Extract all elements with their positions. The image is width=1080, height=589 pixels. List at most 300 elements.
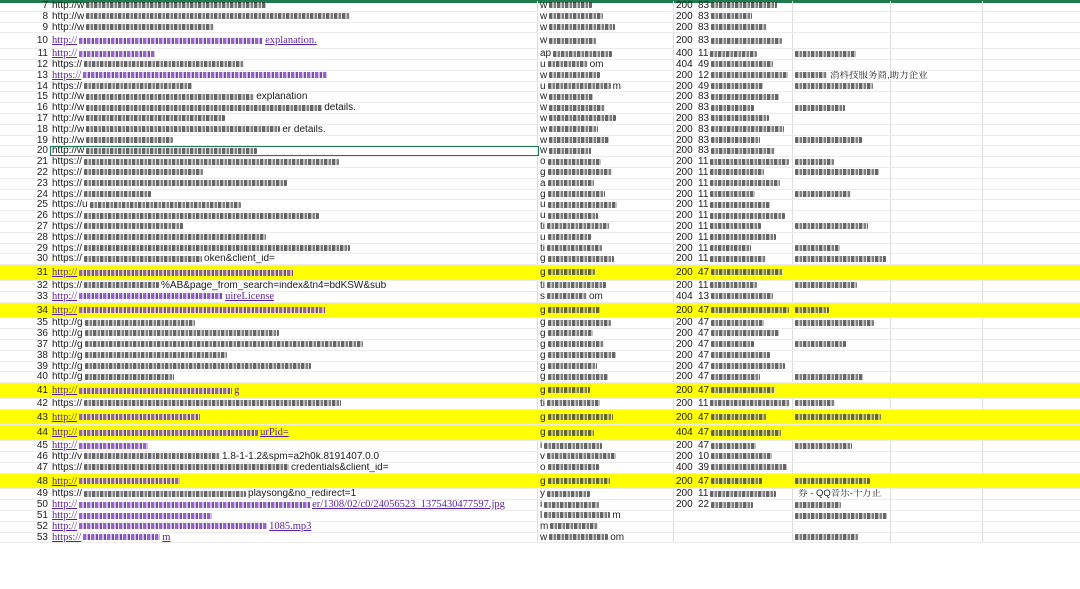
host-cell[interactable] [540,233,673,243]
host-text: o [540,462,546,473]
redacted-text [86,24,214,30]
host-cell[interactable] [540,211,673,221]
size-cell [698,463,790,473]
table-row[interactable] [0,463,1080,474]
url-cell[interactable] [52,351,535,361]
host-text: g [540,372,546,383]
host-cell[interactable] [540,254,673,264]
redacted-text [711,115,769,121]
host-text: g [540,361,546,372]
row-number: 33 [36,291,48,302]
size-cell [698,190,790,200]
redacted-text [711,502,753,508]
status-code: 200 [676,1,693,11]
status-code: 404 [676,59,693,70]
table-row[interactable] [0,441,1080,452]
url-cell[interactable] [52,71,535,81]
table-row[interactable] [0,474,1080,490]
url-cell[interactable] [52,303,535,318]
url-text: https:// [52,70,82,81]
url-cell[interactable] [52,318,535,328]
table-row[interactable] [0,23,1080,34]
table-row[interactable] [0,303,1080,319]
host-cell[interactable] [540,265,673,280]
url-text: http://w [52,1,85,11]
host-text-tail: m [612,511,621,521]
url-cell[interactable] [52,463,535,473]
url-cell[interactable] [52,211,535,221]
table-row[interactable] [0,71,1080,82]
host-text: w [540,11,548,22]
status-code: 200 [676,372,693,383]
url-cell[interactable] [52,441,535,451]
host-text: w [540,113,548,124]
redacted-text [795,443,852,449]
url-cell[interactable] [52,329,535,339]
url-cell[interactable] [52,425,535,440]
redacted-text [710,159,789,165]
host-cell[interactable] [540,49,673,59]
url-cell[interactable] [52,362,535,372]
url-cell[interactable] [52,146,535,156]
redacted-text [795,51,856,57]
spreadsheet-grid[interactable] [0,1,1080,543]
row-number: 13 [36,70,48,81]
url-cell[interactable] [52,265,535,280]
row-number: 34 [36,304,48,316]
host-text: i [540,441,543,452]
host-cell[interactable] [540,489,673,499]
host-cell[interactable] [540,399,673,409]
row-number: 50 [36,500,48,511]
host-text: u [540,59,546,70]
size-cell [698,303,790,318]
redacted-text [547,282,606,288]
url-text: https:// [52,532,82,543]
redacted-text [711,320,764,326]
info-cell [795,60,1080,70]
host-cell[interactable] [540,92,673,102]
host-cell[interactable] [540,452,673,462]
url-cell[interactable] [52,92,535,102]
url-cell[interactable] [52,23,535,33]
table-row[interactable] [0,49,1080,60]
host-cell[interactable] [540,292,673,302]
host-cell[interactable] [540,511,673,521]
redacted-text [710,282,757,288]
host-text: i [540,500,543,511]
host-cell[interactable] [540,351,673,361]
table-row[interactable] [0,452,1080,463]
url-cell[interactable] [52,103,535,113]
info-cell [795,200,1080,210]
host-cell[interactable] [540,474,673,489]
url-cell[interactable] [52,114,535,124]
host-text-tail: om [589,59,604,70]
redacted-text [795,282,857,288]
redacted-text [548,352,616,358]
size-text: 47 [698,267,710,279]
size-cell [698,329,790,339]
url-cell[interactable] [52,157,535,167]
url-text-tail: g [234,385,240,397]
row-number: 14 [36,81,48,92]
host-text: w [540,146,548,157]
size-text: 11 [698,232,709,243]
info-cell [795,463,1080,473]
table-row[interactable] [0,511,1080,522]
table-row[interactable] [0,92,1080,103]
redacted-text [795,191,851,197]
table-row[interactable] [0,1,1080,12]
status-code: 400 [676,49,693,59]
info-cell [795,265,1080,280]
redacted-text [79,523,267,529]
status-code: 200 [676,489,693,500]
redacted-text [547,245,602,251]
host-cell[interactable] [540,441,673,451]
url-text: https:// [52,211,83,221]
size-text: 47 [698,441,710,452]
table-row[interactable] [0,244,1080,255]
url-cell[interactable] [52,125,535,135]
table-row[interactable] [0,60,1080,71]
size-cell [698,211,790,221]
url-text: http://w [52,113,85,124]
url-cell[interactable] [52,533,535,543]
info-cell [795,399,1080,409]
table-row[interactable] [0,522,1080,533]
url-text: http:// [52,511,78,521]
host-cell[interactable] [540,125,673,135]
host-cell[interactable] [540,71,673,81]
redacted-text [79,502,310,508]
table-row[interactable] [0,222,1080,233]
url-text: https:// [52,243,83,254]
redacted-text [548,180,594,186]
url-cell[interactable] [52,281,535,291]
redacted-text [711,478,762,484]
url-text: https:// [52,81,83,92]
host-cell[interactable] [540,222,673,232]
size-cell [698,399,790,409]
redacted-text [79,478,180,484]
redacted-text [549,2,592,8]
url-cell[interactable] [52,340,535,350]
host-text: g [540,339,546,350]
host-cell[interactable] [540,12,673,22]
redacted-text [550,523,598,529]
redacted-text [795,400,835,406]
table-row[interactable] [0,410,1080,426]
redacted-text [711,363,785,369]
table-row[interactable] [0,500,1080,511]
table-row[interactable] [0,329,1080,340]
host-cell[interactable] [540,179,673,189]
host-cell[interactable] [540,244,673,254]
size-text: 11 [698,178,709,189]
row-number: 16 [36,103,48,113]
redacted-text [548,269,595,275]
table-row[interactable] [0,351,1080,362]
size-cell [698,425,790,440]
host-cell[interactable] [540,318,673,328]
table-row[interactable] [0,233,1080,244]
host-cell[interactable] [540,157,673,167]
url-text: http:// [52,304,78,316]
table-row[interactable] [0,103,1080,114]
host-cell[interactable] [540,410,673,425]
host-cell[interactable] [540,372,673,382]
row-number: 27 [36,221,48,232]
info-cell [795,211,1080,221]
redacted-text [86,137,173,143]
redacted-text [84,159,339,165]
table-row[interactable] [0,157,1080,168]
status-code: 200 [676,221,693,232]
table-row[interactable] [0,125,1080,136]
size-text: 11 [698,167,709,178]
host-cell[interactable] [540,146,673,156]
host-cell[interactable] [540,136,673,146]
row-number: 22 [36,167,48,178]
host-text: v [540,452,545,462]
redacted-text [549,105,605,111]
url-cell[interactable] [52,49,535,59]
host-text-tail: om [610,532,625,543]
host-cell[interactable] [540,190,673,200]
host-cell[interactable] [540,329,673,339]
host-cell[interactable] [540,533,673,543]
status-code: 200 [676,146,693,157]
url-cell[interactable] [52,200,535,210]
status-code: 200 [676,35,693,47]
host-cell[interactable] [540,425,673,440]
url-cell[interactable] [52,190,535,200]
size-cell [698,114,790,124]
redacted-text [86,2,266,8]
info-cell [795,329,1080,339]
row-number: 46 [36,452,48,462]
info-cell [795,33,1080,48]
url-cell[interactable] [52,511,535,521]
host-cell[interactable] [540,82,673,92]
host-text: w [540,35,548,47]
url-text-tail: uireLicense [225,291,275,302]
size-cell [698,383,790,398]
host-cell[interactable] [540,33,673,48]
row-number: 15 [36,92,48,103]
url-cell[interactable] [52,372,535,382]
info-cell [795,362,1080,372]
host-cell[interactable] [540,23,673,33]
host-text: g [540,167,546,178]
redacted-text [710,400,790,406]
url-cell[interactable] [52,1,535,11]
host-cell[interactable] [540,303,673,318]
host-text-tail: m [612,81,621,92]
redacted-text [85,374,174,380]
host-text: g [540,329,546,339]
redacted-text [548,83,611,89]
info-cell [795,49,1080,59]
redacted-text [711,13,752,19]
info-cell [795,244,1080,254]
status-code [676,533,698,543]
redacted-text [711,38,782,44]
table-row[interactable] [0,425,1080,441]
url-cell[interactable] [52,292,535,302]
status-code: 200 [676,254,693,265]
table-row[interactable] [0,372,1080,383]
table-row[interactable] [0,200,1080,211]
redacted-text [711,414,766,420]
redacted-text [85,320,195,326]
status-code: 200 [676,103,693,113]
redacted-text [79,443,148,449]
info-cell [795,489,1080,499]
table-row[interactable] [0,340,1080,351]
table-row[interactable] [0,292,1080,303]
redacted-text [795,320,874,326]
url-cell[interactable] [52,244,535,254]
redacted-text [84,191,151,197]
table-row[interactable] [0,533,1080,544]
size-text: 11 [698,280,709,291]
host-cell[interactable] [540,463,673,473]
table-row[interactable] [0,179,1080,190]
url-cell[interactable] [52,500,535,510]
url-text: http:// [52,441,78,452]
url-cell[interactable] [52,383,535,398]
host-cell[interactable] [540,362,673,372]
redacted-text [548,307,600,313]
host-text: o [540,157,546,167]
url-cell[interactable] [52,452,535,462]
url-text: https:// [52,489,83,500]
url-text-tail: er details. [282,124,326,135]
status-code: 200 [676,92,693,103]
size-text: 47 [698,361,710,372]
table-row[interactable] [0,318,1080,329]
host-text: w [540,92,548,103]
host-cell[interactable] [540,383,673,398]
table-row[interactable] [0,489,1080,500]
url-cell[interactable] [52,179,535,189]
redacted-text [710,234,776,240]
table-row[interactable] [0,114,1080,125]
size-cell [698,23,790,33]
status-code: 200 [676,500,693,511]
host-cell[interactable] [540,522,673,532]
host-text: w [540,532,548,543]
redacted-text [549,94,593,100]
host-cell[interactable] [540,60,673,70]
url-text: https:// [52,167,83,178]
url-cell[interactable] [52,254,535,264]
redacted-text [79,430,258,436]
url-cell[interactable] [52,522,535,532]
table-row[interactable] [0,211,1080,222]
url-cell[interactable] [52,233,535,243]
url-cell[interactable] [52,60,535,70]
size-text: 11 [698,398,709,409]
table-row[interactable] [0,168,1080,179]
redacted-text [547,293,587,299]
redacted-text [711,341,754,347]
table-row[interactable] [0,136,1080,147]
row-number: 38 [36,350,48,361]
redacted-text [547,453,616,459]
redacted-text [79,513,212,519]
url-cell[interactable] [52,474,535,489]
host-text: w [540,70,548,81]
redacted-text [548,464,599,470]
size-text: 47 [698,385,710,397]
host-cell[interactable] [540,281,673,291]
table-row[interactable] [0,265,1080,281]
table-row[interactable] [0,146,1080,157]
host-cell[interactable] [540,1,673,11]
url-text: https:// [52,157,83,167]
host-cell[interactable] [540,103,673,113]
table-row[interactable] [0,362,1080,373]
redacted-text [711,72,788,78]
info-cell [795,351,1080,361]
host-text: g [540,411,546,423]
url-cell[interactable] [52,82,535,92]
url-cell[interactable] [52,168,535,178]
url-cell[interactable] [52,489,535,499]
url-text: https:// [52,232,83,243]
redacted-text [547,400,600,406]
table-row[interactable] [0,190,1080,201]
size-cell [698,511,790,521]
size-text: 47 [698,427,710,439]
url-cell[interactable] [52,410,535,425]
redacted-text [79,270,293,276]
table-row[interactable] [0,12,1080,23]
row-number: 18 [36,124,48,135]
table-row[interactable] [0,383,1080,399]
host-text: g [540,254,546,265]
size-text: 83 [698,146,710,157]
host-cell[interactable] [540,168,673,178]
host-cell[interactable] [540,114,673,124]
url-cell[interactable] [52,136,535,146]
url-cell[interactable] [52,399,535,409]
table-row[interactable] [0,281,1080,292]
table-row[interactable] [0,82,1080,93]
url-cell[interactable] [52,222,535,232]
redacted-text [795,256,886,262]
url-cell[interactable] [52,33,535,48]
host-cell[interactable] [540,500,673,510]
status-code: 200 [676,280,693,291]
row-number: 51 [36,511,48,521]
row-number: 40 [36,372,48,383]
host-cell[interactable] [540,200,673,210]
table-row[interactable] [0,33,1080,49]
redacted-text [549,148,591,154]
url-cell[interactable] [52,12,535,22]
redacted-text [710,256,766,262]
url-text: http:// [52,475,78,487]
host-cell[interactable] [540,340,673,350]
redacted-text [84,464,289,470]
table-row[interactable] [0,399,1080,410]
table-row[interactable] [0,254,1080,265]
